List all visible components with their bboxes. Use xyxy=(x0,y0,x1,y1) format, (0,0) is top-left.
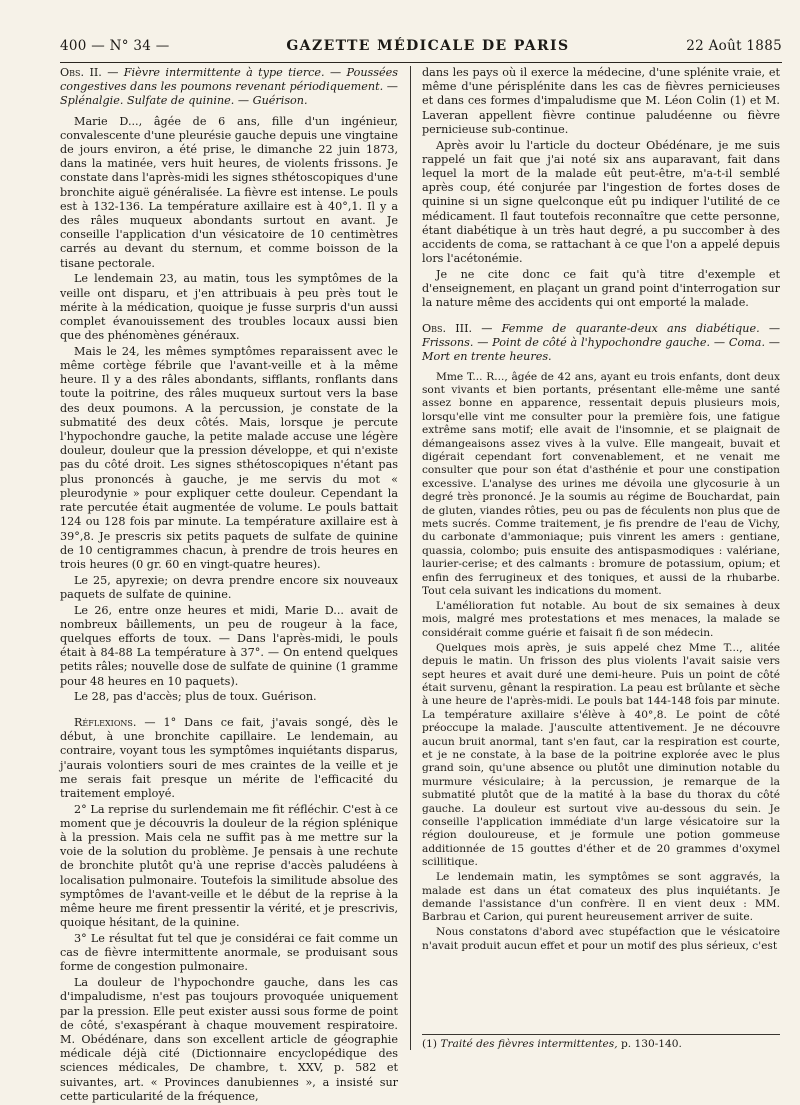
left-column xyxy=(60,66,398,1105)
footnote-title: Traité des fièvres intermittentes, xyxy=(440,1038,618,1050)
obs2-paragraph: Mais le 24, les mêmes symptômes reparaissent avec le même cortège fébrile que l'avant-veille et à la même heure. Il y a des râles abondants, sifflants, ronflants dans toute la poitrine, des râles muqueux surtout vers la base des deux poumons. A la percussion, je constate de la submatité des deux côtés. Mais, lorsque je percute l'hypochondre gauche, la petite malade accuse une légère douleur, douleur que la pression développe, et qui n'existe pas du côté droit. Les signes sthétoscopiques n'étant pas plus prononcés à gauche, je me servis du mot « pleurodynie » pour expliquer cette douleur. Cependant la rate percutée était augmentée de volume. Le pouls battait 124 ou 128 fois par minute. La température axillaire est à 39°,8. Je prescris six petits paquets de sulfate de quinine de 10 centigrammes chacun, à prendre de trois heures en trois heures (0 gr. 60 en vingt-quatre heures). xyxy=(60,344,398,571)
reflexions-paragraph: 3° Le résultat fut tel que je considérai ce fait comme un cas de fièvre intermittente anormale, se produisant sous forme de congestion pulmonaire. xyxy=(60,931,398,974)
running-header xyxy=(60,38,782,63)
issue-number: — N° 34 — xyxy=(91,38,170,54)
obs3-body xyxy=(422,371,780,953)
obs2-title: — Fièvre intermittente à type tierce. — Poussées congestives dans les poumons revenant périodiquement. — Splénalgie. Sulfate de quinine. — Guérison. xyxy=(60,66,399,108)
obs3-heading xyxy=(422,322,780,365)
column-divider xyxy=(410,66,411,1050)
obs2-paragraph: Le lendemain 23, au matin, tous les symptômes de la veille ont disparu, et j'en attribuais à peu près tout le mérite à la médication, quoique je fusse surpris d'un aussi complet évanouissement des troubles locaux aussi bien que des phénomènes généraux. xyxy=(60,272,398,343)
right-paragraph: dans les pays où il exerce la médecine, d'une splénite vraie, et même d'une périsplénite dans les cas de fièvres pernicieuses et dans ces formes d'impaludisme que M. Léon Colin (1) et M. Laveran appellent fièvre continue paludéenne ou fièvre pernicieuse sub-continue. xyxy=(422,66,780,136)
obs2-paragraph: Le 25, apyrexie; on devra prendre encore six nouveaux paquets de sulfate de quinine. xyxy=(60,573,398,601)
reflexions-paragraph: La douleur de l'hypochondre gauche, dans les cas d'impaludisme, n'est pas toujours provoquée uniquement par la pression. Elle peut exister aussi sous forme de point de côté, s'exaspérant à chaque mouvement respiratoire. M. Obédénare, dans son excellent article de géographie médicale déjà cité (Dictionnaire encyclopédique des sciences médicales, De chambre, t. XXV, p. 582 et suivantes, art. « Provinces danubiennes », a insisté sur cette particularité de la fréquence, xyxy=(60,976,398,1103)
page-number-issue xyxy=(60,38,170,54)
obs2-paragraph: Marie D..., âgée de 6 ans, fille d'un ingénieur, convalescente d'une pleurésie gauche depuis une vingtaine de jours environ, a été prise, le dimanche 22 juin 1873, dans la matinée, vers huit heures, de violents frissons. Je constate dans l'après-midi les signes sthétoscopiques d'une bronchite aiguë généralisée. La fièvre est intense. Le pouls est à 132-136. La température axillaire est à 40°,1. Il y a des râles muqueux abondants surtout en avant. Je conseille l'application d'un vésicatoire de 10 centimètres carrés au devant du sternum, et comme boisson de la tisane pectorale. xyxy=(60,114,399,270)
right-paragraph: Après avoir lu l'article du docteur Obédénare, je me suis rappelé un fait que j'ai noté six ans auparavant, fait dans lequel la mort de la malade eût peut-être, m'a-t-il semblé après coup, été conjurée par l'ingestion de fortes doses de quinine si un signe quelconque eût pu indiquer l'utilité de ce médicament. Il faut toutefois reconnaître que cette personne, étant diabétique à un très haut degré, a pu succomber à des accidents de coma, se rattachant à ce que l'on a appelé depuis lors l'acétonémie. xyxy=(422,138,780,266)
journal-title: GAZETTE MÉDICALE DE PARIS xyxy=(286,38,570,54)
obs2-paragraph: Le 28, pas d'accès; plus de toux. Guérison. xyxy=(74,690,317,704)
obs3-paragraph: Mme T... R..., âgée de 42 ans, ayant eu trois enfants, dont deux sont vivants et bien portants, présentant elle-même une santé assez bonne en apparence, ressentait depuis plusieurs mois, lorsqu'elle vint me consulter pour la première fois, une fatigue extrême sans motif; elle avait de l'insomnie, et se plaignait de démangeaisons assez vives à la vulve. Elle mangeait, buvait et digérait cependant fort convenablement, et ne venait me consulter que pour son état d'asthénie et pour une constipation excessive. L'analyse des urines me dévoila une glycosurie à un degré très prononcé. Je la soumis au régime de Bouchardat, pain de gluten, viandes rôties, peu ou pas de féculents non plus que de mets sucrés. Comme traitement, je fis prendre de l'eau de Vichy, du carbonate d'ammoniaque; puis vinrent les amers : gentiane, quassia, colombo; puis ensuite des antispasmodiques : valériane, laurier-cerise; et des calmants : bromure de potassium, opium; et enfin des ferrugineux et des toniques, et aussi de la rhubarbe. Tout cela suivant les indications du moment. xyxy=(422,370,780,598)
footnote-page: p. 130-140. xyxy=(620,1038,682,1050)
footnote xyxy=(422,1034,780,1050)
obs2-heading xyxy=(60,66,398,109)
obs3-paragraph: L'amélioration fut notable. Au bout de six semaines à deux mois, malgré mes protestations et mes menaces, la malade se considérait comme guérie et faisait fi de son médecin. xyxy=(422,599,780,639)
obs3-paragraph: Le lendemain matin, les symptômes se sont aggravés, la malade est dans un état comateux des plus inquiétants. Je demande l'assistance d'un confrère. Il en vient deux : MM. Barbrau et Carion, qui purent heureusement arriver de suite. xyxy=(422,871,780,924)
page-number: 400 xyxy=(60,38,87,54)
obs3-label: Obs. III. xyxy=(422,321,473,335)
reflexions-paragraph: Réflexions. — 1° Dans ce fait, j'avais songé, dès le début, à une bronchite capillaire. Le lendemain, au contraire, voyant tous les symptômes inquiétants disparus, j'aurais volontiers souri de mes craintes de la veille et je me serais fait presque un mérite de l'efficacité du traitement employé. xyxy=(60,715,398,800)
obs3-title: — Femme de quarante-deux ans diabétique. — Frissons. — Point de côté à l'hypochondre gauche. — Coma. — Mort en trente heures. xyxy=(422,321,781,364)
reflexions-paragraph: 2° La reprise du surlendemain me fit réfléchir. C'est à ce moment que je découvris la douleur de la région splénique à la pression. Mais cela ne suffit pas à me mettre sur la voie de la solution du problème. Je pensais à une rechute de bronchite plutôt qu'à une reprise d'accès paludéens à localisation pulmonaire. Toutefois la similitude absolue des symptômes de l'avant-veille et le début de la reprise à la même heure me firent pressentir la vérité, et je prescrivis, quoique hésitant, de la quinine. xyxy=(60,802,398,930)
obs2-paragraph: Le 26, entre onze heures et midi, Marie D... avait de nombreux bâillements, un peu de rougeur à la face, quelques efforts de toux. — Dans l'après-midi, le pouls était à 84-88 La température à 37°. — On entend quelques petits râles; nouvelle dose de sulfate de quinine (1 gramme pour 48 heures en 10 paquets). xyxy=(60,603,398,688)
obs2-label: Obs. II. xyxy=(60,66,102,79)
footnote-number: (1) xyxy=(422,1038,438,1050)
right-column xyxy=(422,66,780,955)
right-paragraph: Je ne cite donc ce fait qu'à titre d'exemple et d'enseignement, en plaçant un grand point d'interrogation sur la nature même des accidents qui ont emporté la malade. xyxy=(422,267,780,310)
obs3-paragraph: Quelques mois après, je suis appelé chez Mme T..., alitée depuis le matin. Un frisson des plus violents l'avait saisie vers sept heures et avait duré une demi-heure. Puis un point de côté était survenu, gênant la respiration. La peau est brûlante et sèche à une heure de l'après-midi. Le pouls bat 144-148 fois par minute. La température axillaire s'élève à 40°,8. Le point de côté préoccupe la malade. J'ausculte attentivement. Je ne découvre aucun bruit anormal, tant s'en faut, car la respiration est courte, et je ne constate, à la base de la poitrine explorée avec le plus grand soin, qu'une absence ou plutôt une diminution notable du murmure vésiculaire; à la percussion, je remarque de la submatité plutôt que de la matité à la base du thorax du côté gauche. La douleur est surtout vive au-dessous du sein. Je conseille l'application immédiate d'un large vésicatoire sur la région douloureuse, et je formule une potion gommeuse additionnée de 15 gouttes d'éther et de 20 grammes d'oxymel scillitique. xyxy=(422,641,780,869)
issue-date: 22 Août 1885 xyxy=(686,38,782,54)
obs3-paragraph: Nous constatons d'abord avec stupéfaction que le vésicatoire n'avait produit aucun effet et pour un motif des plus sérieux, c'est xyxy=(422,926,780,952)
reflexions-label: Réflexions. xyxy=(74,715,137,729)
